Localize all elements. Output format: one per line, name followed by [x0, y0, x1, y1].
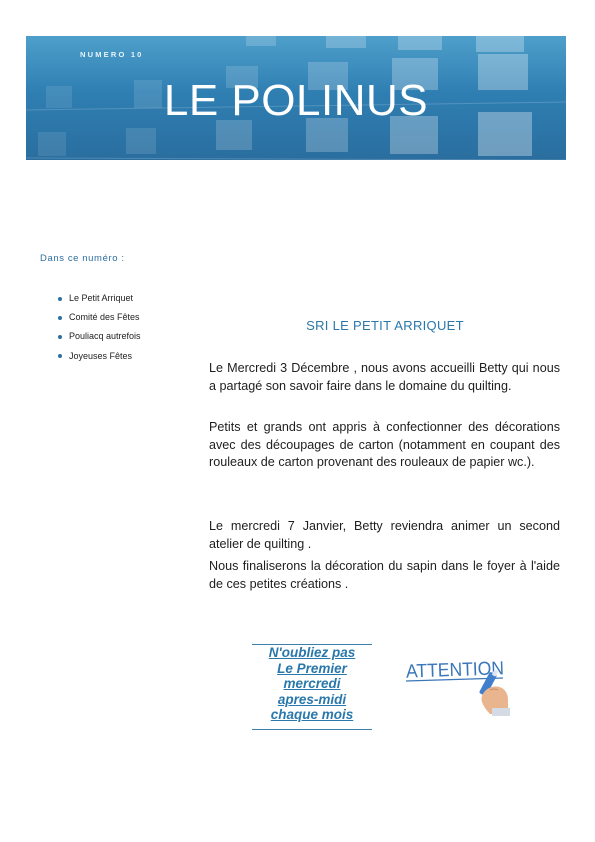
attention-illustration: [404, 650, 514, 716]
bullet-icon: [58, 297, 62, 301]
reminder-line: apres-midi: [277, 691, 347, 707]
toc-item: [58, 312, 141, 331]
toc-item-label: Comité des Fêtes: [69, 312, 140, 323]
reminder-line: N'oubliez pas: [268, 645, 356, 660]
article-paragraph: Petits et grands ont appris à confectionner des décorations avec des découpages de carton (notamment en coupant des rouleaux de carton provenant des rouleaux de papier wc.).: [209, 420, 560, 470]
bullet-icon: [58, 316, 62, 320]
issue-number: NUMERO 10: [80, 50, 144, 59]
reminder-line: Le Premier: [277, 660, 347, 676]
article-paragraph: Le Mercredi 3 Décembre , nous avons accueilli Betty qui nous a partagé son savoir faire dans le domaine du quilting.: [209, 361, 560, 393]
hand-with-marker-icon: [404, 650, 514, 716]
article-paragraph: Nous finaliserons la décoration du sapin dans le foyer à l'aide de ces petites créations .: [209, 559, 560, 591]
reminder-box: [252, 644, 372, 730]
toc-item-label: Pouliacq autrefois: [69, 331, 141, 342]
newsletter-title: LE POLINUS: [163, 76, 429, 125]
toc-item-label: Joyeuses Fêtes: [69, 350, 133, 361]
toc-item-label: Le Petit Arriquet: [69, 293, 134, 303]
article-paragraph: Le mercredi 7 Janvier, Betty reviendra animer un second atelier de quilting .: [209, 519, 560, 551]
toc-heading: Dans ce numéro :: [40, 253, 125, 264]
reminder-line: mercredi: [283, 676, 341, 691]
newsletter-banner: [26, 36, 566, 160]
toc-item: [58, 293, 141, 312]
bullet-icon: [58, 335, 62, 339]
attention-word: ATTENTION: [405, 657, 513, 683]
bullet-icon: [58, 354, 62, 358]
toc-list: [58, 293, 141, 370]
article-title: SRI LE PETIT ARRIQUET: [306, 318, 464, 333]
toc-item: [58, 351, 141, 370]
toc-item: [58, 331, 141, 350]
reminder-line: chaque mois: [270, 707, 354, 722]
